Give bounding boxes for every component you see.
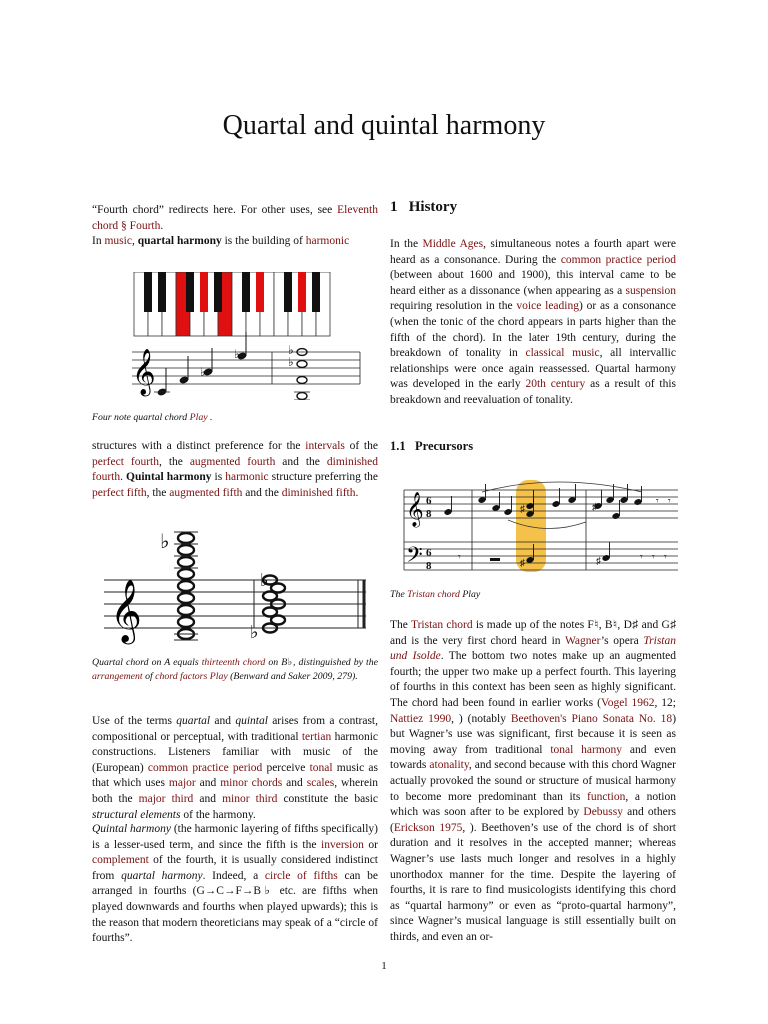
rest-icon: 𝄾: [652, 552, 655, 563]
text: , the: [146, 486, 170, 499]
page-number: 1: [381, 960, 387, 972]
text: In the: [390, 238, 423, 250]
piano-black-key: [256, 272, 264, 312]
link-suspension[interactable]: suspension: [625, 284, 676, 297]
text: and the: [275, 455, 327, 468]
treble-clef-icon: 𝄞: [132, 349, 156, 395]
text: , 12;: [654, 696, 677, 709]
link-diminished-fifth[interactable]: diminished fifth: [281, 486, 356, 499]
text: , a notion which was soon after to be explored by: [390, 790, 676, 819]
slur: [482, 482, 642, 492]
piano-black-key: [214, 272, 222, 312]
redirect-text-end: .: [160, 219, 164, 232]
link-common-practice-period-2[interactable]: common practice period: [560, 253, 676, 266]
caption-text: of: [142, 670, 156, 682]
text: .: [355, 486, 359, 499]
text: (between about 1600 and 1900), this interval came to be heard either as a dissonance (when appearing as a: [390, 269, 676, 297]
caption-text: The: [390, 589, 408, 600]
time-signature: 6: [426, 495, 432, 507]
term: quartal: [176, 715, 211, 727]
text: Use of the terms: [92, 715, 177, 727]
play-link-fig2[interactable]: Play: [209, 670, 228, 682]
text: is made up of the notes F♮, B♮, D♯ and G♯ and is the very first chord heard in: [390, 619, 677, 647]
text: or: [363, 838, 378, 851]
text: is: [211, 471, 226, 484]
figure1-caption: [92, 411, 378, 425]
tristan-score-image[interactable]: [396, 476, 678, 576]
section-heading-history: [390, 200, 676, 216]
rest-icon: 𝄾: [664, 552, 667, 563]
whole-note-head: [178, 617, 194, 627]
text: of the: [344, 440, 378, 452]
paragraph-use-of-terms: [92, 714, 378, 823]
text: ) or as a consonance (when the tonic of the chord appears in parts higher than the fifth of the chord). In the later 19th century, during the breakdown of tonality in: [390, 300, 676, 360]
piano-black-key: [298, 272, 306, 312]
text: . The bottom two notes make up an augmented fourth; the upper two make up a perfect fourth. This layering of fourths in this context has been seen as highly significant. The chord had been found in earlier works (: [390, 650, 676, 709]
link-tristan-chord-caption[interactable]: Tristan chord: [407, 589, 460, 600]
figure-quartal-chord-staff: [104, 528, 370, 653]
text: as a result of this breakdown and reevaluation of tonality.: [390, 378, 676, 406]
flat-sign-icon: ♭: [288, 343, 294, 357]
text: , ). Beethoven’s use of the chord is of short duration and it resolves in the accepted manner; whereas Wagner’s use lasts much longer and resolves in a highly unorthodox manner for the time. Despite the layering of fourths, it is rare to find musicologists identifying this chord as “quartal harmony” or even as “proto-quartal harmony”, since Wagner’s musical language is still essentially built on thirds, and even an or-: [390, 821, 676, 943]
whole-note-head: [297, 393, 307, 400]
text: The: [390, 619, 411, 631]
term-quintal-harmony: Quintal harmony: [126, 471, 212, 484]
flat-sign-icon: ♭: [250, 622, 259, 642]
link-voice-leading[interactable]: voice leading: [516, 300, 579, 313]
term-quartal-harmony: quartal harmony: [137, 235, 222, 248]
page-title: Quartal and quintal harmony: [222, 110, 546, 141]
link-minor-third[interactable]: minor third: [222, 792, 278, 805]
link-perfect-fifth[interactable]: perfect fifth: [92, 486, 147, 499]
term: quintal: [235, 715, 268, 727]
link-tristan-chord[interactable]: Tristan chord: [410, 619, 473, 631]
text: ’s opera: [600, 634, 644, 647]
sharp-sign-icon: ♯: [596, 556, 601, 567]
link-middle-ages[interactable]: Middle Ages: [422, 238, 484, 250]
keyboard-staff-image[interactable]: [132, 272, 364, 400]
link-wagner[interactable]: Wagner: [564, 634, 601, 647]
whole-note-head: [178, 593, 194, 603]
piano-black-key: [312, 272, 320, 312]
treble-clef-icon: 𝄞: [406, 492, 424, 527]
caption-text: Quartal chord on A equals: [92, 657, 202, 668]
text: perceive: [262, 761, 310, 774]
whole-note-head: [297, 377, 307, 384]
caption-text: on B♭, distinguished by the: [265, 657, 378, 668]
link-diminished-fourth[interactable]: diminished fourth: [92, 455, 378, 484]
redirect-note: [92, 203, 378, 250]
text: music as that which uses: [92, 761, 378, 790]
quartal-chord-staff-image[interactable]: [104, 528, 370, 648]
sharp-sign-icon: ♯: [520, 504, 525, 515]
play-link-fig1[interactable]: Play: [189, 412, 208, 423]
text: . Indeed, a: [202, 869, 265, 882]
bass-clef-icon: 𝄢: [406, 543, 423, 573]
intro-text: In: [92, 235, 105, 248]
intro-text: ,: [131, 235, 138, 248]
link-function[interactable]: function: [587, 790, 626, 803]
link-scales[interactable]: scales: [306, 777, 335, 790]
paragraph-structures: [92, 439, 378, 501]
text: , all intervallic relationships were once again reassessed. Quartal harmony was developed in the early: [390, 347, 676, 391]
link-minor-chords[interactable]: minor chords: [220, 777, 283, 790]
link-perfect-fourth[interactable]: perfect fourth: [92, 455, 159, 468]
link-tonal[interactable]: tonal: [309, 761, 333, 774]
section-title: Precursors: [415, 439, 474, 453]
sharp-sign-icon: ♯: [520, 558, 525, 569]
link-arrangement[interactable]: arrangement: [92, 670, 143, 682]
time-signature: 8: [426, 508, 432, 520]
link-circle-of-fifths[interactable]: circle of fifths: [264, 869, 338, 882]
time-signature: 6: [426, 547, 432, 559]
text: , and second because with this chord Wagner actually provoked the sound or structure of musical harmony to become more predominant than its: [390, 759, 676, 803]
section-heading-precursors: [390, 439, 676, 455]
whole-rest: [490, 558, 500, 561]
whole-note-head: [178, 581, 194, 591]
link-vogel-1962[interactable]: Vogel 1962: [600, 696, 655, 709]
term: Quintal harmony: [92, 823, 171, 835]
whole-note-head: [178, 569, 194, 579]
whole-note-head: [297, 361, 307, 368]
section-number: 1.1: [390, 439, 406, 453]
link-erickson-1975[interactable]: Erickson 1975: [393, 821, 463, 834]
text: and: [193, 792, 223, 805]
link-augmented-fourth[interactable]: augmented fourth: [189, 455, 276, 468]
flat-sign-icon: ♭: [260, 570, 269, 590]
flat-sign-icon: ♭: [288, 355, 294, 369]
caption-text: Four note quartal chord: [92, 412, 190, 423]
rest-icon: 𝄾: [668, 496, 671, 507]
term: structural elements: [92, 808, 181, 821]
caption-text: (Benward and Saker 2009, 279).: [227, 670, 358, 682]
text: , ) (notably: [451, 712, 511, 725]
text: structures with a distinct preference for the: [92, 440, 306, 452]
whole-note-head: [178, 545, 194, 555]
text: and: [195, 777, 221, 790]
text: and the: [242, 486, 282, 499]
text: , wherein both the: [92, 777, 379, 805]
link-complement[interactable]: complement: [92, 854, 149, 867]
time-signature: 8: [426, 560, 432, 572]
link-harmonic-2[interactable]: harmonic: [225, 471, 269, 484]
whole-note-head: [178, 557, 194, 567]
link-intervals[interactable]: intervals: [305, 440, 345, 452]
rest-icon: 𝄾: [656, 496, 659, 507]
link-nattiez-1990[interactable]: Nattiez 1990: [390, 712, 452, 725]
figure-keyboard-quartal-chord: [132, 272, 364, 405]
link-tonal-harmony[interactable]: tonal harmony: [550, 743, 623, 756]
piano-black-key: [144, 272, 152, 312]
piano-black-key: [186, 272, 194, 312]
term: quartal harmony: [121, 869, 203, 882]
flat-sign-icon: ♭: [160, 531, 170, 553]
rest-icon: 𝄾: [458, 552, 461, 563]
whole-note-head: [178, 605, 194, 615]
play-link-fig3[interactable]: Play: [459, 589, 481, 600]
text: structure preferring the: [268, 471, 378, 484]
text: .: [120, 471, 127, 484]
link-atonality[interactable]: atonality: [429, 759, 469, 772]
link-harmonic[interactable]: harmonic: [305, 235, 350, 248]
link-music[interactable]: music: [104, 235, 132, 248]
link-eleventh-chord[interactable]: Eleventh chord § Fourth: [92, 204, 378, 232]
text: and others (: [390, 806, 676, 834]
text: of the harmony.: [180, 808, 256, 821]
caption-text: .: [207, 412, 213, 423]
paragraph-history: [390, 237, 676, 409]
link-20th-century[interactable]: 20th century: [525, 378, 586, 391]
text: ) but Wagner’s use was significant, first because it is seen as moving away from traditional: [390, 712, 677, 756]
section-title: History: [408, 199, 458, 215]
piano-black-key: [242, 272, 250, 312]
link-thirteenth-chord[interactable]: thirteenth chord: [201, 657, 266, 668]
text: , the: [158, 455, 190, 468]
link-beethoven-sonata-18[interactable]: Beethoven's Piano Sonata No. 18: [510, 712, 673, 725]
piano-black-key: [284, 272, 292, 312]
sharp-sign-icon: ♯: [592, 502, 597, 513]
figure-tristan-chord-score: [396, 476, 678, 581]
figure2-caption: [92, 656, 378, 683]
text: arises from a contrast, compositional or perceptual, with traditional: [92, 715, 378, 743]
link-tertian[interactable]: tertian: [301, 730, 332, 743]
link-augmented-fifth[interactable]: augmented fifth: [169, 486, 243, 499]
whole-note-head: [178, 533, 194, 543]
paragraph-precursors: [390, 618, 676, 945]
flat-sign-icon: ♭: [200, 365, 206, 379]
rest-icon: 𝄾: [640, 552, 643, 563]
text: can be arranged in fourths (G→C→F→B♭ etc. are fifths when played downwards and fourths when played upwards); this is the reason that modern theoreticians may speak of a “circle of fourths”.: [92, 869, 379, 945]
piano-black-key: [200, 272, 208, 312]
link-major-third[interactable]: major third: [138, 792, 194, 805]
link-major[interactable]: major: [168, 777, 196, 790]
link-inversion[interactable]: inversion: [321, 838, 364, 851]
text: and even towards: [390, 743, 676, 772]
link-debussy[interactable]: Debussy: [583, 806, 624, 819]
section-number: 1: [390, 199, 398, 215]
intro-text: is the building of: [221, 235, 306, 248]
redirect-text: “Fourth chord” redirects here. For other uses, see: [92, 204, 338, 216]
piano-black-key: [158, 272, 166, 312]
link-common-practice-period[interactable]: common practice period: [147, 761, 263, 774]
text: harmonic constructions. Listeners familiar with music of the (European): [92, 730, 378, 774]
treble-clef-icon: 𝄞: [110, 579, 142, 642]
flat-sign-icon: ♭: [234, 347, 240, 361]
text: of the fourth, it is usually considered indistinct from: [92, 854, 378, 882]
figure3-caption: [390, 588, 676, 602]
link-tristan-und-isolde[interactable]: Tristan und Isolde: [390, 634, 676, 663]
link-classical-music[interactable]: classical music: [525, 347, 600, 360]
text: (the harmonic layering of fifths specifically) is a lesser-used term, and since the fifth is the: [92, 823, 379, 851]
text: , simultaneous notes a fourth apart were heard as a consonance. During the: [390, 238, 676, 266]
text: requiring resolution in the: [390, 300, 517, 313]
text: and: [210, 715, 236, 727]
link-chord-factors[interactable]: chord factors: [155, 670, 208, 682]
text: constitute the basic: [277, 792, 379, 805]
text: and: [282, 777, 307, 790]
paragraph-quintal-harmony: [92, 822, 378, 947]
